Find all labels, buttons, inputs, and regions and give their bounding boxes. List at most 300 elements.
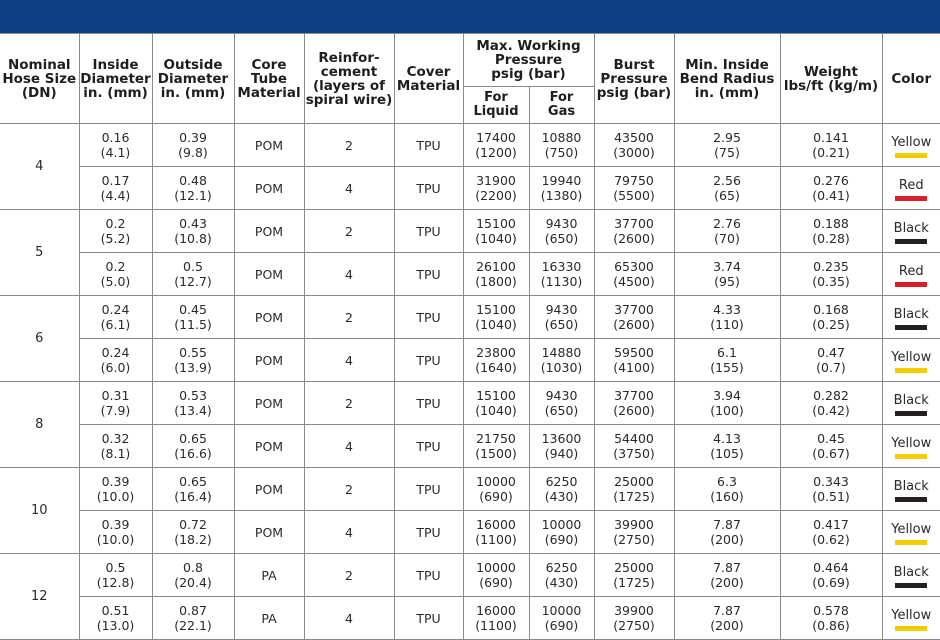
bend-radius-cell-value: 6.3	[675, 474, 780, 489]
gas-pressure-cell-metric: (650)	[530, 231, 594, 246]
cover-material-cell: TPU	[394, 124, 463, 167]
bend-radius-cell-value: 3.94	[675, 388, 780, 403]
bend-radius-cell	[674, 167, 780, 210]
bend-radius-cell-metric: (110)	[675, 317, 780, 332]
inside-diameter-cell-value: 0.31	[80, 388, 152, 403]
header-line: Bend Radius	[680, 71, 775, 87]
gas-pressure-cell	[529, 597, 594, 640]
outside-diameter-cell-value: 0.65	[153, 474, 234, 489]
weight-cell	[780, 253, 882, 296]
header-line: cement	[321, 64, 377, 80]
gas-pressure-cell	[529, 425, 594, 468]
gas-pressure-cell	[529, 124, 594, 167]
burst-pressure-cell-value: 25000	[595, 474, 674, 489]
color-label: Red	[883, 178, 940, 193]
header-line: Pressure	[495, 52, 562, 68]
gas-pressure-cell	[529, 468, 594, 511]
gas-pressure-cell-metric: (1030)	[530, 360, 594, 375]
core-material-cell: PA	[234, 597, 304, 640]
core-material-cell: POM	[234, 124, 304, 167]
header-line: in. (mm)	[83, 85, 148, 101]
table-row	[0, 124, 940, 167]
burst-pressure-cell	[594, 124, 674, 167]
header-line: For	[550, 90, 574, 105]
liquid-pressure-cell-metric: (2200)	[464, 188, 529, 203]
outside-diameter-cell-value: 0.65	[153, 431, 234, 446]
header-for-gas	[529, 87, 594, 124]
weight-cell	[780, 124, 882, 167]
color-swatch	[895, 454, 927, 459]
inside-diameter-cell	[79, 339, 152, 382]
liquid-pressure-cell	[463, 425, 529, 468]
burst-pressure-cell-value: 59500	[595, 345, 674, 360]
weight-cell-metric: (0.28)	[781, 231, 882, 246]
liquid-pressure-cell-metric: (1800)	[464, 274, 529, 289]
gas-pressure-cell	[529, 253, 594, 296]
gas-pressure-cell-value: 9430	[530, 388, 594, 403]
liquid-pressure-cell-value: 21750	[464, 431, 529, 446]
gas-pressure-cell-metric: (430)	[530, 489, 594, 504]
color-label: Black	[883, 393, 940, 408]
bend-radius-cell	[674, 597, 780, 640]
burst-pressure-cell-value: 54400	[595, 431, 674, 446]
gas-pressure-cell-metric: (690)	[530, 618, 594, 633]
burst-pressure-cell	[594, 167, 674, 210]
table-row	[0, 382, 940, 425]
header-line: in. (mm)	[695, 85, 760, 101]
table-row	[0, 167, 940, 210]
reinforcement-cell: 4	[304, 511, 394, 554]
header-line: Pressure	[600, 71, 667, 87]
color-swatch	[895, 411, 927, 416]
inside-diameter-cell-value: 0.16	[80, 130, 152, 145]
burst-pressure-cell-metric: (5500)	[595, 188, 674, 203]
inside-diameter-cell	[79, 253, 152, 296]
inside-diameter-cell-metric: (13.0)	[80, 618, 152, 633]
burst-pressure-cell	[594, 597, 674, 640]
weight-cell	[780, 511, 882, 554]
liquid-pressure-cell-metric: (1500)	[464, 446, 529, 461]
header-line: spiral wire)	[306, 92, 393, 108]
inside-diameter-cell	[79, 468, 152, 511]
color-label: Red	[883, 264, 940, 279]
bend-radius-cell-metric: (105)	[675, 446, 780, 461]
inside-diameter-cell-metric: (12.8)	[80, 575, 152, 590]
weight-cell	[780, 554, 882, 597]
outside-diameter-cell-metric: (16.4)	[153, 489, 234, 504]
weight-cell-value: 0.47	[781, 345, 882, 360]
header-burst-pressure	[594, 34, 674, 124]
inside-diameter-cell	[79, 124, 152, 167]
liquid-pressure-cell-value: 10000	[464, 474, 529, 489]
table-row	[0, 597, 940, 640]
header-line: Color	[891, 71, 931, 87]
reinforcement-cell: 4	[304, 339, 394, 382]
cover-material-cell: TPU	[394, 253, 463, 296]
inside-diameter-cell	[79, 511, 152, 554]
header-line: Core	[252, 57, 287, 73]
outside-diameter-cell	[152, 425, 234, 468]
weight-cell-metric: (0.69)	[781, 575, 882, 590]
header-core-tube-material	[234, 34, 304, 124]
header-line: Weight	[804, 64, 858, 80]
liquid-pressure-cell	[463, 253, 529, 296]
reinforcement-cell: 2	[304, 296, 394, 339]
inside-diameter-cell-value: 0.51	[80, 603, 152, 618]
inside-diameter-cell-value: 0.24	[80, 345, 152, 360]
weight-cell	[780, 210, 882, 253]
burst-pressure-cell-value: 37700	[595, 302, 674, 317]
liquid-pressure-cell-value: 23800	[464, 345, 529, 360]
burst-pressure-cell-metric: (2750)	[595, 532, 674, 547]
burst-pressure-cell	[594, 210, 674, 253]
reinforcement-cell: 2	[304, 382, 394, 425]
gas-pressure-cell	[529, 382, 594, 425]
header-color	[882, 34, 940, 124]
hose-spec-table	[0, 33, 940, 640]
burst-pressure-cell	[594, 253, 674, 296]
bend-radius-cell-metric: (155)	[675, 360, 780, 375]
outside-diameter-cell	[152, 339, 234, 382]
outside-diameter-cell-metric: (12.7)	[153, 274, 234, 289]
cover-material-cell: TPU	[394, 597, 463, 640]
gas-pressure-cell-metric: (430)	[530, 575, 594, 590]
inside-diameter-cell-metric: (4.1)	[80, 145, 152, 160]
inside-diameter-cell	[79, 597, 152, 640]
gas-pressure-cell-value: 16330	[530, 259, 594, 274]
header-line: Liquid	[473, 104, 518, 119]
header-cover-material	[394, 34, 463, 124]
weight-cell-value: 0.343	[781, 474, 882, 489]
header-line: lbs/ft (kg/m)	[784, 78, 878, 94]
nominal-size-cell: 12	[0, 554, 79, 640]
gas-pressure-cell	[529, 511, 594, 554]
cover-material-cell: TPU	[394, 210, 463, 253]
gas-pressure-cell-value: 6250	[530, 474, 594, 489]
header-line: Reinfor-	[318, 50, 379, 66]
liquid-pressure-cell-value: 26100	[464, 259, 529, 274]
gas-pressure-cell	[529, 167, 594, 210]
burst-pressure-cell	[594, 554, 674, 597]
gas-pressure-cell-metric: (1130)	[530, 274, 594, 289]
header-outside-diameter	[152, 34, 234, 124]
color-swatch	[895, 497, 927, 502]
bend-radius-cell	[674, 511, 780, 554]
burst-pressure-cell-metric: (3750)	[595, 446, 674, 461]
weight-cell-value: 0.282	[781, 388, 882, 403]
outside-diameter-cell-metric: (20.4)	[153, 575, 234, 590]
burst-pressure-cell-metric: (4500)	[595, 274, 674, 289]
header-weight	[780, 34, 882, 124]
table-row	[0, 339, 940, 382]
weight-cell-value: 0.464	[781, 560, 882, 575]
inside-diameter-cell	[79, 296, 152, 339]
table-row	[0, 425, 940, 468]
liquid-pressure-cell-value: 16000	[464, 603, 529, 618]
weight-cell	[780, 597, 882, 640]
gas-pressure-cell-metric: (750)	[530, 145, 594, 160]
gas-pressure-cell-metric: (650)	[530, 317, 594, 332]
weight-cell-metric: (0.67)	[781, 446, 882, 461]
color-cell	[882, 253, 940, 296]
color-label: Black	[883, 307, 940, 322]
burst-pressure-cell-value: 79750	[595, 173, 674, 188]
nominal-size-cell: 5	[0, 210, 79, 296]
color-swatch	[895, 583, 927, 588]
gas-pressure-cell	[529, 296, 594, 339]
bend-radius-cell-metric: (75)	[675, 145, 780, 160]
color-cell	[882, 468, 940, 511]
burst-pressure-cell-value: 25000	[595, 560, 674, 575]
liquid-pressure-cell	[463, 382, 529, 425]
burst-pressure-cell-metric: (2750)	[595, 618, 674, 633]
gas-pressure-cell-metric: (1380)	[530, 188, 594, 203]
bend-radius-cell	[674, 124, 780, 167]
core-material-cell: POM	[234, 339, 304, 382]
outside-diameter-cell-value: 0.55	[153, 345, 234, 360]
color-label: Black	[883, 479, 940, 494]
core-material-cell: POM	[234, 253, 304, 296]
liquid-pressure-cell	[463, 554, 529, 597]
inside-diameter-cell-metric: (5.2)	[80, 231, 152, 246]
burst-pressure-cell-value: 37700	[595, 388, 674, 403]
outside-diameter-cell-metric: (13.4)	[153, 403, 234, 418]
gas-pressure-cell-value: 10000	[530, 517, 594, 532]
inside-diameter-cell-metric: (5.0)	[80, 274, 152, 289]
outside-diameter-cell-value: 0.5	[153, 259, 234, 274]
inside-diameter-cell	[79, 425, 152, 468]
bend-radius-cell-value: 2.76	[675, 216, 780, 231]
burst-pressure-cell-metric: (2600)	[595, 403, 674, 418]
weight-cell-metric: (0.21)	[781, 145, 882, 160]
color-swatch	[895, 282, 927, 287]
bend-radius-cell-value: 2.95	[675, 130, 780, 145]
bend-radius-cell-value: 7.87	[675, 560, 780, 575]
reinforcement-cell: 4	[304, 425, 394, 468]
weight-cell-value: 0.235	[781, 259, 882, 274]
cover-material-cell: TPU	[394, 425, 463, 468]
header-line: Material	[397, 78, 460, 94]
nominal-size-cell: 6	[0, 296, 79, 382]
gas-pressure-cell-metric: (690)	[530, 532, 594, 547]
inside-diameter-cell	[79, 167, 152, 210]
color-swatch	[895, 153, 927, 158]
weight-cell-metric: (0.25)	[781, 317, 882, 332]
color-cell	[882, 382, 940, 425]
gas-pressure-cell	[529, 339, 594, 382]
color-cell	[882, 124, 940, 167]
liquid-pressure-cell-metric: (1040)	[464, 231, 529, 246]
core-material-cell: POM	[234, 425, 304, 468]
cover-material-cell: TPU	[394, 296, 463, 339]
header-bar	[0, 0, 940, 33]
color-label: Yellow	[883, 522, 940, 537]
bend-radius-cell-metric: (200)	[675, 532, 780, 547]
core-material-cell: POM	[234, 167, 304, 210]
inside-diameter-cell-value: 0.32	[80, 431, 152, 446]
burst-pressure-cell-metric: (1725)	[595, 575, 674, 590]
bend-radius-cell-metric: (200)	[675, 618, 780, 633]
outside-diameter-cell-metric: (11.5)	[153, 317, 234, 332]
header-line: psig (bar)	[491, 66, 565, 82]
liquid-pressure-cell-metric: (1040)	[464, 317, 529, 332]
inside-diameter-cell-value: 0.5	[80, 560, 152, 575]
core-material-cell: POM	[234, 511, 304, 554]
outside-diameter-cell-metric: (22.1)	[153, 618, 234, 633]
core-material-cell: POM	[234, 296, 304, 339]
bend-radius-cell	[674, 382, 780, 425]
color-label: Yellow	[883, 350, 940, 365]
burst-pressure-cell	[594, 296, 674, 339]
core-material-cell: POM	[234, 210, 304, 253]
cover-material-cell: TPU	[394, 554, 463, 597]
weight-cell-metric: (0.42)	[781, 403, 882, 418]
outside-diameter-cell	[152, 382, 234, 425]
color-cell	[882, 425, 940, 468]
color-label: Yellow	[883, 608, 940, 623]
outside-diameter-cell-metric: (10.8)	[153, 231, 234, 246]
header-line: Diameter	[158, 71, 228, 87]
header-line: Inside	[92, 57, 138, 73]
burst-pressure-cell-metric: (4100)	[595, 360, 674, 375]
outside-diameter-cell-metric: (13.9)	[153, 360, 234, 375]
weight-cell	[780, 339, 882, 382]
bend-radius-cell-metric: (70)	[675, 231, 780, 246]
reinforcement-cell: 2	[304, 124, 394, 167]
color-cell	[882, 339, 940, 382]
outside-diameter-cell	[152, 554, 234, 597]
nominal-size-cell: 4	[0, 124, 79, 210]
weight-cell-metric: (0.7)	[781, 360, 882, 375]
weight-cell	[780, 425, 882, 468]
gas-pressure-cell	[529, 554, 594, 597]
header-line: in. (mm)	[161, 85, 226, 101]
outside-diameter-cell-value: 0.43	[153, 216, 234, 231]
outside-diameter-cell-metric: (18.2)	[153, 532, 234, 547]
header-line: Material	[237, 85, 300, 101]
liquid-pressure-cell-value: 17400	[464, 130, 529, 145]
weight-cell-metric: (0.51)	[781, 489, 882, 504]
outside-diameter-cell-value: 0.8	[153, 560, 234, 575]
header-reinforcement	[304, 34, 394, 124]
inside-diameter-cell-metric: (10.0)	[80, 532, 152, 547]
nominal-size-cell: 10	[0, 468, 79, 554]
liquid-pressure-cell	[463, 339, 529, 382]
weight-cell-metric: (0.41)	[781, 188, 882, 203]
reinforcement-cell: 2	[304, 554, 394, 597]
cover-material-cell: TPU	[394, 468, 463, 511]
inside-diameter-cell-metric: (7.9)	[80, 403, 152, 418]
table-row	[0, 210, 940, 253]
bend-radius-cell-metric: (95)	[675, 274, 780, 289]
weight-cell-metric: (0.35)	[781, 274, 882, 289]
color-swatch	[895, 626, 927, 631]
header-line: Burst	[613, 57, 654, 73]
weight-cell-value: 0.168	[781, 302, 882, 317]
burst-pressure-cell	[594, 425, 674, 468]
outside-diameter-cell-value: 0.39	[153, 130, 234, 145]
liquid-pressure-cell	[463, 210, 529, 253]
weight-cell	[780, 468, 882, 511]
header-line: For	[484, 90, 508, 105]
core-material-cell: POM	[234, 468, 304, 511]
color-cell	[882, 511, 940, 554]
inside-diameter-cell-metric: (6.1)	[80, 317, 152, 332]
outside-diameter-cell-metric: (16.6)	[153, 446, 234, 461]
weight-cell-value: 0.417	[781, 517, 882, 532]
weight-cell-value: 0.45	[781, 431, 882, 446]
bend-radius-cell-value: 3.74	[675, 259, 780, 274]
cover-material-cell: TPU	[394, 167, 463, 210]
header-inside-diameter	[79, 34, 152, 124]
inside-diameter-cell-value: 0.24	[80, 302, 152, 317]
color-cell	[882, 554, 940, 597]
inside-diameter-cell-value: 0.39	[80, 474, 152, 489]
gas-pressure-cell-value: 9430	[530, 302, 594, 317]
outside-diameter-cell-metric: (9.8)	[153, 145, 234, 160]
header-line: Max. Working	[476, 38, 580, 54]
inside-diameter-cell-metric: (6.0)	[80, 360, 152, 375]
color-label: Black	[883, 221, 940, 236]
liquid-pressure-cell-metric: (1040)	[464, 403, 529, 418]
liquid-pressure-cell	[463, 597, 529, 640]
bend-radius-cell-metric: (100)	[675, 403, 780, 418]
outside-diameter-cell	[152, 296, 234, 339]
bend-radius-cell-metric: (160)	[675, 489, 780, 504]
header-line: Hose Size	[2, 71, 76, 87]
liquid-pressure-cell-value: 15100	[464, 302, 529, 317]
bend-radius-cell-value: 6.1	[675, 345, 780, 360]
header-min-bend-radius	[674, 34, 780, 124]
color-swatch	[895, 325, 927, 330]
burst-pressure-cell	[594, 468, 674, 511]
bend-radius-cell	[674, 339, 780, 382]
burst-pressure-cell	[594, 511, 674, 554]
color-swatch	[895, 368, 927, 373]
outside-diameter-cell-value: 0.72	[153, 517, 234, 532]
burst-pressure-cell-value: 43500	[595, 130, 674, 145]
header-line: Outside	[163, 57, 222, 73]
burst-pressure-cell-metric: (2600)	[595, 317, 674, 332]
burst-pressure-cell-metric: (3000)	[595, 145, 674, 160]
bend-radius-cell-value: 7.87	[675, 517, 780, 532]
reinforcement-cell: 4	[304, 167, 394, 210]
bend-radius-cell	[674, 296, 780, 339]
color-cell	[882, 167, 940, 210]
bend-radius-cell-value: 2.56	[675, 173, 780, 188]
bend-radius-cell	[674, 468, 780, 511]
core-material-cell: PA	[234, 554, 304, 597]
gas-pressure-cell-value: 13600	[530, 431, 594, 446]
burst-pressure-cell-metric: (2600)	[595, 231, 674, 246]
liquid-pressure-cell	[463, 296, 529, 339]
weight-cell	[780, 167, 882, 210]
inside-diameter-cell	[79, 210, 152, 253]
outside-diameter-cell	[152, 468, 234, 511]
liquid-pressure-cell-value: 10000	[464, 560, 529, 575]
color-swatch	[895, 540, 927, 545]
inside-diameter-cell-metric: (8.1)	[80, 446, 152, 461]
gas-pressure-cell-value: 14880	[530, 345, 594, 360]
color-label: Black	[883, 565, 940, 580]
header-line: (DN)	[22, 85, 57, 101]
reinforcement-cell: 2	[304, 468, 394, 511]
gas-pressure-cell-value: 10000	[530, 603, 594, 618]
header-nominal-hose-size	[0, 34, 79, 124]
burst-pressure-cell-value: 39900	[595, 517, 674, 532]
outside-diameter-cell-value: 0.87	[153, 603, 234, 618]
inside-diameter-cell-metric: (4.4)	[80, 188, 152, 203]
